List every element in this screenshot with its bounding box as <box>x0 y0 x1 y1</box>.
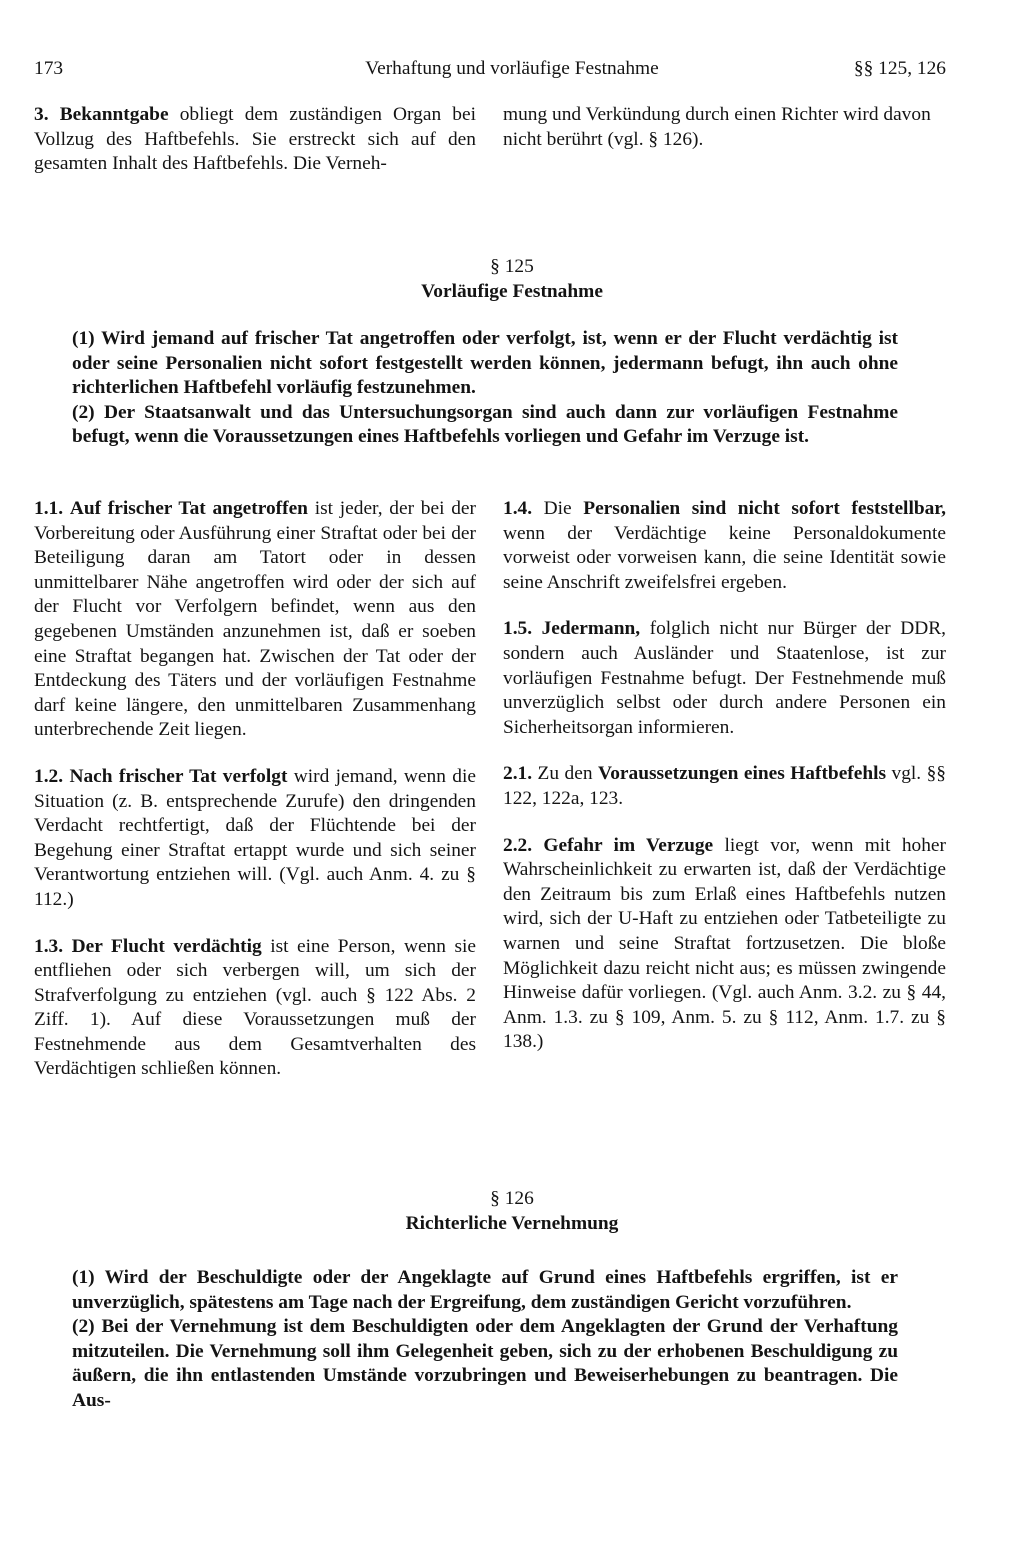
annotation-2-1 <box>503 762 946 811</box>
annotation-1-4 <box>503 497 946 595</box>
statute-paragraph: (1) Wird jemand auf frischer Tat angetroffen oder verfolgt, ist, wenn er der Flucht verdächtig ist oder seine Personalien nicht sofort festgestellt werden können, jedermann befugt, ihn auch ohne richterlichen Haftbefehl vorläufig festzunehmen. <box>72 328 898 399</box>
note-text: wenn der Verdächtige keine Personaldokumente vorweist oder vorweisen kann, die seine Identität sowie seine Anschrift zweifelsfrei ergeben. <box>503 522 946 593</box>
note-text: obliegt dem zuständigen Organ bei Vollzug des Haftbefehls. Sie erstreckt sich auf den gesamten Inhalt des Haftbefehls. Die Verneh- <box>34 104 477 175</box>
annotation-1-3 <box>34 935 476 1083</box>
note-keyword: Voraussetzungen eines Haftbefehls <box>597 763 887 785</box>
note-number: 1.4. <box>503 498 533 519</box>
note-number: 2.2. <box>503 834 533 856</box>
note-text: liegt vor, wenn mit hoher Wahrscheinlichkeit zu erwarten ist, daß der Verdächtige den Zeitraum bis zum Erlaß eines Haftbefehls nutzen wird, sich der U-Haft zu entziehen oder Tatbeteiligte zu warnen und seine Straftat fortzusetzen. Die bloße Möglichkeit dazu reicht nicht aus; es müssen zwingende Hinweise dafür vorliegen. (Vgl. auch Anm. 3.2. zu § 44, Anm. 1.3. zu § 109, Anm. 5. zu § 112, Anm. 1.7. zu § 138.) <box>503 834 946 1053</box>
note-text: ist jeder, der bei der Vorbereitung oder Ausführung einer Straftat oder bei der Beteiligung daran am Tatort oder in dessen unmittelbarer Nähe angetroffen wird oder der sich auf der Flucht vor Verfolgern befindet, wenn aus den gegebenen Umständen anzunehmen ist, daß er soeben eine Straftat begangen hat. Zwischen der Tat oder der Entdeckung des Täters und der vorläufigen Festnahme darf keine längere, den unmittelbaren Zusammenhang unterbrechende Zeit liegen. <box>34 498 476 741</box>
note-keyword: Der Flucht verdächtig <box>71 935 262 957</box>
annotation-2-2 <box>503 834 946 1055</box>
note-keyword: Jedermann, <box>541 618 641 640</box>
note-keyword: Nach frischer Tat verfolgt <box>69 765 288 787</box>
note-number: 1.2. <box>34 765 64 787</box>
note-keyword: Bekanntgabe <box>59 104 169 125</box>
running-title: Verhaftung und vorläufige Festnahme <box>365 58 659 79</box>
note-number: 1.5. <box>503 618 533 640</box>
section-126-heading <box>0 1187 1024 1236</box>
annotations-left-column <box>34 497 476 1104</box>
annotations-right-column <box>503 497 946 1077</box>
note-text: folglich nicht nur Bürger der DDR, sondern auch Ausländer und Staatenlose, ist zur vorläufigen Festnahme befugt. Der Festnehmende muß unverzüglich selbst oder durch andere Personen ein Sicherheitsorgan informieren. <box>503 618 946 738</box>
section-126-text <box>72 1266 898 1414</box>
page-number: 173 <box>34 58 64 79</box>
annotation-1-1 <box>34 497 476 743</box>
note-lead-text: Die <box>543 498 572 519</box>
section-reference: §§ 125, 126 <box>853 58 946 79</box>
note-text: vgl. §§ 122, 122a, 123. <box>503 763 946 809</box>
section-125-text <box>72 327 898 450</box>
note-lead-text: Zu den <box>537 763 593 785</box>
note-text: mung und Verkündung durch einen Richter wird davon nicht berührt (vgl. § 126). <box>503 104 931 150</box>
carryover-note-right <box>503 103 946 152</box>
statute-paragraph: (2) Bei der Vernehmung ist dem Beschuldigten oder dem Angeklagten der Grund der Verhaftung mitzuteilen. Die Vernehmung soll ihm Gelegenheit geben, sich zu der erhobenen Beschuldigung zu äußern, die ihn entlastenden Umstände vorzubringen und Beweiserhebungen zu beantragen. Die Aus- <box>72 1316 898 1411</box>
carryover-note-left <box>34 103 476 177</box>
note-keyword: Personalien sind nicht sofort feststellbar, <box>583 498 946 519</box>
section-125-heading <box>0 255 1024 304</box>
section-title: Vorläufige Festnahme <box>421 280 603 302</box>
note-number: 1.3. <box>34 935 64 957</box>
note-keyword: Auf frischer Tat angetroffen <box>69 498 308 519</box>
section-symbol: § 125 <box>490 256 534 277</box>
statute-paragraph: (2) Der Staatsanwalt und das Untersuchungsorgan sind auch dann zur vorläufigen Festnahme befugt, wenn die Voraussetzungen eines Haftbefehls vorliegen und Gefahr im Verzuge ist. <box>72 401 898 448</box>
section-title: Richterliche Vernehmung <box>405 1212 619 1234</box>
annotation-1-5 <box>503 617 946 740</box>
note-number: 1.1. <box>34 498 64 519</box>
section-symbol: § 126 <box>490 1188 534 1209</box>
note-text: ist eine Person, wenn sie entfliehen oder sich verbergen will, um sich der Strafverfolgung zu entziehen (vgl. auch § 122 Abs. 2 Ziff. 1). Auf diese Voraussetzungen muß der Festnehmende aus dem Gesamtverhalten des Verdächtigen schließen können. <box>34 935 476 1080</box>
statute-paragraph: (1) Wird der Beschuldigte oder der Angeklagte auf Grund eines Haftbefehls ergriffen, ist er unverzüglich, spätestens am Tage nach der Ergreifung, dem zuständigen Gericht vorzuführen. <box>72 1267 898 1313</box>
note-keyword: Gefahr im Verzuge <box>543 834 714 856</box>
note-text: wird jemand, wenn die Situation (z. B. entsprechende Zurufe) den dringenden Verdacht rechtfertigt, daß der Flüchtende bei der Begehung einer Straftat ertappt wurde und sich seiner Verantwortung entziehen will. (Vgl. auch Anm. 4. zu § 112.) <box>34 765 476 910</box>
note-number: 2.1. <box>503 763 533 785</box>
annotation-1-2 <box>34 765 476 913</box>
note-number: 3. <box>34 104 49 125</box>
